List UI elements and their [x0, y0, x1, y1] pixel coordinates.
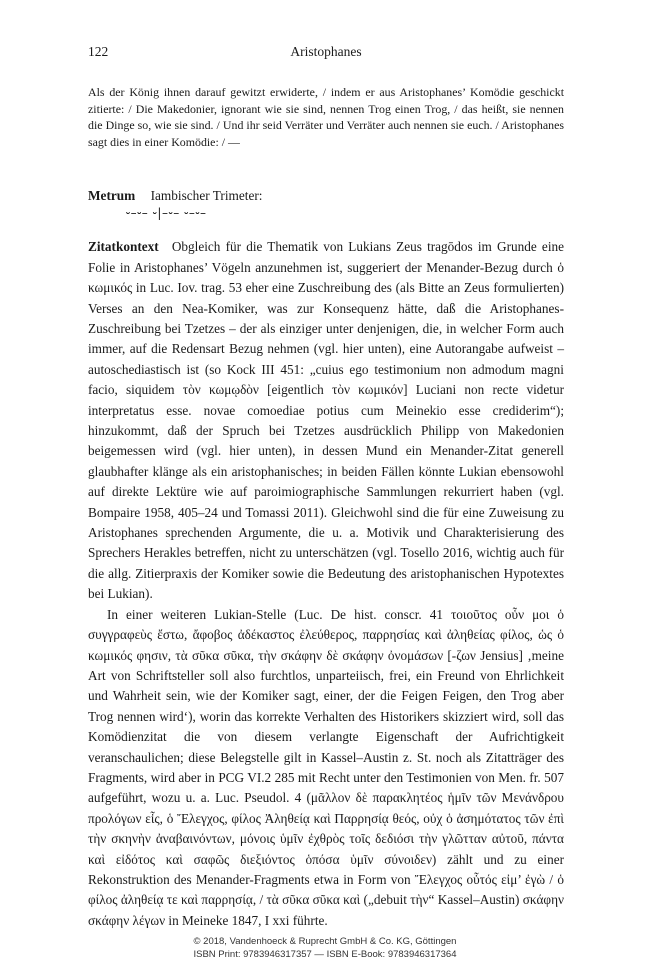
running-head [88, 44, 564, 66]
running-title: Aristophanes [290, 44, 362, 59]
metrum-section [88, 186, 564, 220]
page-content [88, 44, 565, 928]
metrum-line [88, 186, 564, 205]
metrum-label: Metrum [88, 188, 136, 204]
translation-paragraph: Als der König ihnen darauf gewitzt erwiderte, / indem er aus Aristophanes’ Komödie geschickt zitierte: / Die Makedonier, ignorant wie sie sind, nennen Trog einen Trog, / das heißt, sie nennen die Dinge so, wie sie sind. / Und ihr seid Verräter und Verräter auch nennen sie euch. / Aristophanes sagt dies in einer Komödie: / — [88, 85, 564, 149]
lukian-paragraph: In einer weiteren Lukian-Stelle (Luc. De hist. conscr. 41 τοιοῦτος οὖν μοι ὁ συγγραφεὺς ἔστω, ἄφοβος ἀδέκαστος ἐλεύθερος, παρρησίας καὶ ἀληθείας φίλος, ὡς ὁ κωμικός φησιν, τὰ σῦκα σῦκα, τὴν σκάφην δὲ σκάφην ὀνομάσων [-ζων Jensius] ‚meine Art von Schriftsteller soll also furchtlos, unparteiisch, frei, ein Freund von Ehrlichkeit und Wahrheit sein, wie der Komiker sagt, einer, der die Feigen Feigen, den Trog aber Trog nennen wird‘), worin das korrekte Verhalten des Historikers skizziert wird, soll das Komödienzitat die von diesem verlangte Eigenschaft der Aufrichtigkeit veranschaulichen; diese Belegstelle gilt in Kassel–Austin z. St. noch als Zitatträger des Fragments, wird aber in PCG VI.2 285 mit Recht unter den Testimonien von Men. fr. 507 aufgeführt, wozu u. a. Luc. Pseudol. 4 (μᾶλλον δὲ παρακλητέος ἡμῖν τῶν Μενάνδρου προλόγων εἷς, ὁ Ἔλεγχος, φίλος Ἀληθείᾳ καὶ Παρρησίᾳ θεός, οὐχ ὁ ἀσημότατος τῶν ἐπὶ τὴν σκηνὴν ἀναβαινόντων, μόνοις ὑμῖν ἐχθρὸς τοῖς δεδιόσι τὴν γλῶτταν αὐτοῦ, πάντα καὶ εἰδότος καὶ σαφῶς διεξιόντος ὁπόσα ὑμῖν σύνοιδεν) zählt und zu einer Rekonstruktion des Menander-Fragments etwa in Form von Ἔλεγχος οὗτός εἰμ’ ἐγὼ / ὁ φίλος ἀληθείᾳ τε καὶ παρρησίᾳ, / τὰ σῦκα σῦκα καὶ („debuit τὴν“ Kassel–Austin) σκάφην σκάφην λέγων in Meineke 1847, I xxi führte. [88, 606, 564, 928]
zitatkontext-label: Zitatkontext [88, 239, 159, 255]
copyright-footer [0, 935, 650, 961]
page-number: 122 [88, 44, 109, 59]
zitatkontext-text: Obgleich für die Thematik von Lukians Zeus tragōdos im Grunde eine Folie in Aristophanes’ Vögeln anzunehmen ist, suggeriert der Menander-Bezug durch ὁ κωμικός in Luc. Iov. trag. 53 eher eine Zuschreibung des (als Bitte an Zeus formulierten) Verses an den Nea-Komiker, was zur Konsequenz hätte, daß die Aristophanes-Zuschreibung bei Tzetzes – der als einziger unter denjenigen, die, in welcher Form auch immer, auf die Redensart Bezug nehmen (vgl. hier unten), eine Autorangabe aufweist – autoschediastisch ist (so Kock III 451: „cuius ego testimonium non admodum magni facio, siquidem τὸν κωμῳδὸν [eigentlich τὸν κωμικόν] Luciani non recte videtur interpretatus esse. novae comoediae potius cum Meinekio esse crediderim“); hinzukommt, daß der Spruch bei Tzetzes ausdrücklich Philipp von Makedonien beigemessen wird (vgl. hier unten), in dessen Mund ein Menander-Zitat generell glaubhafter klänge als ein aristophanisches; in beiden Fällen könnte Lukian ebensowohl auf direkte Lektüre wie auf paroimiographische Sammlungen rekurriert haben (vgl. Bompaire 1958, 405–24 und Tomassi 2011). Gleichwohl sind die für eine Zuweisung zu Aristophanes sprechenden Argumente, die u. a. Motivik und Charakterisierung des Sprechers Herakles betreffen, nicht zu unterschätzen (vgl. Tosello 2016, wichtig auch für die allg. Zitierpraxis der Komiker sowie die Bedeutung des aristophanischen Hypotextes bei Lukian). [88, 239, 565, 602]
metrum-name: Iambischer Trimeter: [150, 188, 263, 204]
isbn-line: ISBN Print: 9783946317357 — ISBN E-Book: 9783946317364 [193, 949, 457, 960]
zitatkontext-paragraph [88, 237, 564, 604]
copyright-line: © 2018, Vandenhoeck & Ruprecht GmbH & Co. KG, Göttingen [193, 936, 457, 947]
metrum-scheme: ⏑–⏑– ⏑|–⏑– ⏑–⏑– [126, 206, 207, 221]
